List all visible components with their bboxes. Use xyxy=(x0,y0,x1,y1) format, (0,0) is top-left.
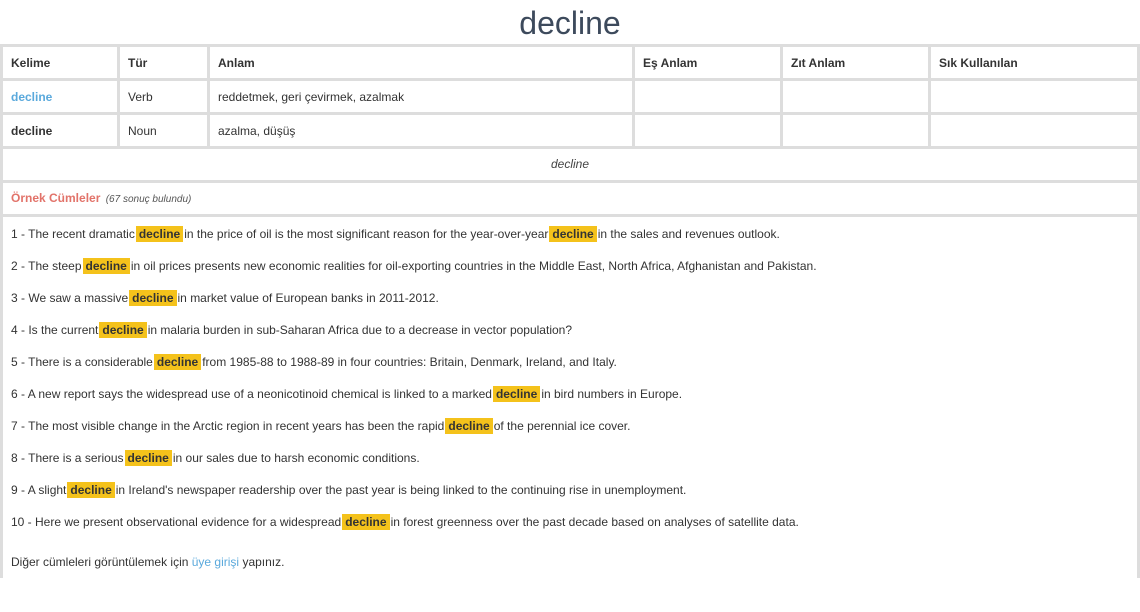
highlighted-keyword: decline xyxy=(136,226,183,242)
example-sentence xyxy=(11,287,1129,319)
examples-header xyxy=(3,183,1137,214)
highlighted-keyword: decline xyxy=(67,482,114,498)
word-synonym xyxy=(635,115,783,146)
sentence-text: in the price of oil is the most significant reason for the year-over-year xyxy=(184,227,549,241)
sentence-text: A slight xyxy=(27,483,67,497)
example-sentence xyxy=(11,319,1129,351)
dictionary-table xyxy=(3,44,1137,149)
sentence-text: in malaria burden in sub-Saharan Africa due to a decrease in vector population? xyxy=(147,323,572,337)
word-link[interactable]: decline xyxy=(3,81,120,112)
example-sentence xyxy=(11,383,1129,415)
sentence-text: in Ireland's newspaper readership over the past year is being linked to the continuing rise in unemployment. xyxy=(115,483,687,497)
sentence-number: 9 - xyxy=(11,483,28,497)
highlighted-keyword: decline xyxy=(342,514,389,530)
example-sentence xyxy=(11,351,1129,383)
examples-count: (67 sonuç bulundu) xyxy=(105,194,192,205)
sentence-text: from 1985-88 to 1988-89 in four countries: Britain, Denmark, Ireland, and Italy. xyxy=(202,355,617,369)
example-sentence xyxy=(11,479,1129,511)
highlighted-keyword: decline xyxy=(445,418,492,434)
sentence-number: 3 - xyxy=(11,291,29,305)
sentence-text: in the sales and revenues outlook. xyxy=(597,227,780,241)
login-note-after: yapınız. xyxy=(239,555,285,569)
sentence-number: 10 - xyxy=(11,515,36,529)
word-antonym xyxy=(783,81,931,112)
sentence-text: in forest greenness over the past decade based on analyses of satellite data. xyxy=(390,515,799,529)
header-sik-kullanilan: Sık Kullanılan xyxy=(931,47,1137,78)
sentence-number: 7 - xyxy=(11,419,29,433)
sentence-text: There is a considerable xyxy=(28,355,153,369)
word-meaning: reddetmek, geri çevirmek, azalmak xyxy=(210,81,635,112)
example-sentence xyxy=(11,447,1129,479)
sentence-text: Here we present observational evidence for a widespread xyxy=(35,515,342,529)
sentence-text: We saw a massive xyxy=(28,291,129,305)
highlighted-keyword: decline xyxy=(99,322,146,338)
word-meaning: azalma, düşüş xyxy=(210,115,635,146)
example-sentence xyxy=(11,223,1129,255)
word-type: Verb xyxy=(120,81,210,112)
sentence-text: The most visible change in the Arctic region in recent years has been the rapid xyxy=(28,419,445,433)
sentence-text: in our sales due to harsh economic conditions. xyxy=(172,451,420,465)
sentence-text: in market value of European banks in 2011-2012. xyxy=(177,291,439,305)
page-title: decline xyxy=(519,5,621,41)
sentence-number: 8 - xyxy=(11,451,29,465)
sentence-number: 2 - xyxy=(11,259,29,273)
sentence-text: There is a serious xyxy=(28,451,124,465)
examples-title: Örnek Cümleler xyxy=(11,191,101,205)
header-tur: Tür xyxy=(120,47,210,78)
sentence-number: 1 - xyxy=(11,227,29,241)
sentence-text: The recent dramatic xyxy=(28,227,135,241)
dictionary-panel xyxy=(0,44,1140,578)
sentence-list xyxy=(11,223,1129,543)
sentence-text: Is the current xyxy=(28,323,99,337)
highlighted-keyword: decline xyxy=(129,290,176,306)
sentence-text: The steep xyxy=(28,259,82,273)
header-kelime: Kelime xyxy=(3,47,120,78)
sentence-number: 4 - xyxy=(11,323,29,337)
sentence-text: in oil prices presents new economic realities for oil-exporting countries in the Middle East, North Africa, Afghanistan and Pakistan. xyxy=(130,259,817,273)
word-common xyxy=(931,81,1137,112)
word-text: decline xyxy=(3,115,120,146)
table-row xyxy=(3,81,1137,112)
sentence-text: A new report says the widespread use of a neonicotinoid chemical is linked to a marked xyxy=(27,387,492,401)
highlighted-keyword: decline xyxy=(549,226,596,242)
highlighted-keyword: decline xyxy=(83,258,130,274)
sentence-number: 5 - xyxy=(11,355,29,369)
header-anlam: Anlam xyxy=(210,47,635,78)
header-es-anlam: Eş Anlam xyxy=(635,47,783,78)
highlighted-keyword: decline xyxy=(125,450,172,466)
sentence-text: in bird numbers in Europe. xyxy=(541,387,683,401)
sentence-number: 6 - xyxy=(11,387,28,401)
table-row xyxy=(3,115,1137,146)
example-sentence xyxy=(11,511,1129,543)
login-note xyxy=(11,551,1129,573)
table-header-row xyxy=(3,47,1137,78)
login-link[interactable]: üye girişi xyxy=(191,555,240,569)
highlighted-keyword: decline xyxy=(154,354,201,370)
header-zit-anlam: Zıt Anlam xyxy=(783,47,931,78)
login-note-before: Diğer cümleleri görüntülemek için xyxy=(11,555,192,569)
word-synonym xyxy=(635,81,783,112)
word-type: Noun xyxy=(120,115,210,146)
word-common xyxy=(931,115,1137,146)
center-word-row: decline xyxy=(3,149,1137,180)
example-sentences xyxy=(3,217,1137,578)
example-sentence xyxy=(11,415,1129,447)
word-antonym xyxy=(783,115,931,146)
example-sentence xyxy=(11,255,1129,287)
sentence-text: of the perennial ice cover. xyxy=(493,419,631,433)
highlighted-keyword: decline xyxy=(493,386,540,402)
